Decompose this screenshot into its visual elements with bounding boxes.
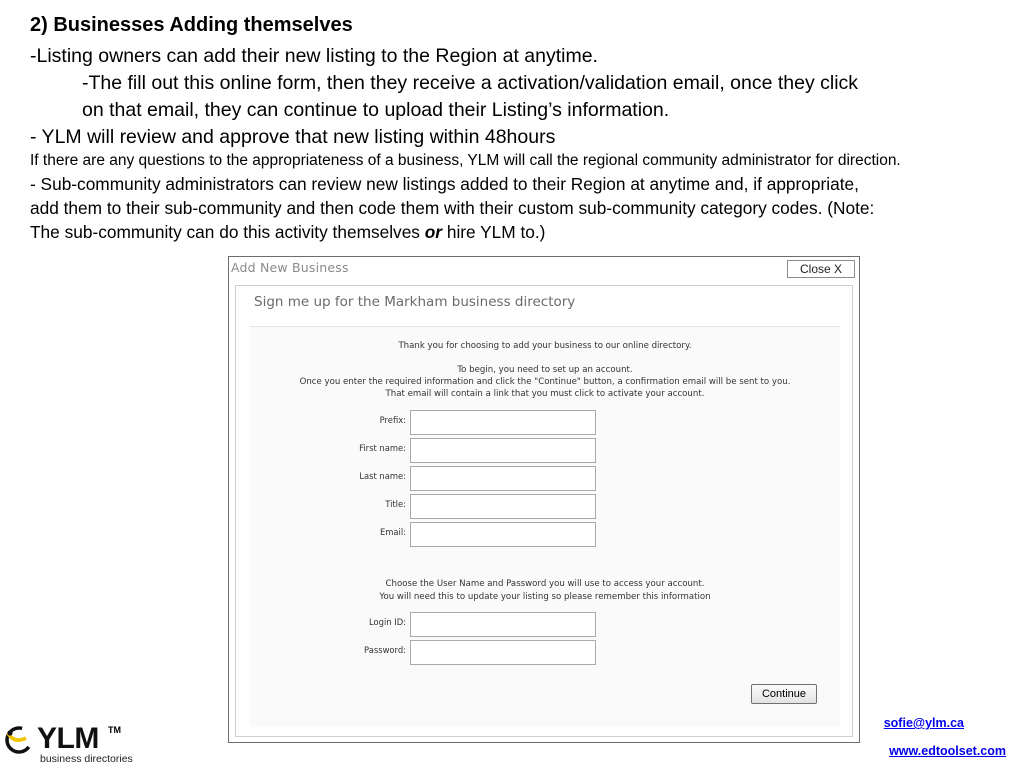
first-name-input[interactable] (410, 438, 596, 463)
form-heading: Sign me up for the Markham business directory (254, 294, 576, 310)
logo-tagline: business directories (40, 753, 133, 765)
email-link[interactable]: sofie@ylm.ca (883, 716, 964, 730)
continue-button[interactable]: Continue (751, 684, 817, 704)
note-questions: If there are any questions to the appropriateness of a business, YLM will call the regional community administrator for direction. (30, 152, 901, 169)
bullet-fill-form-cont: on that email, they can continue to upload their Listing’s information. (82, 99, 670, 121)
last-name-input[interactable] (410, 466, 596, 491)
title-label: Title: (385, 499, 406, 509)
close-button[interactable]: Close X (787, 260, 855, 278)
email-input[interactable] (410, 522, 596, 547)
logo-trademark: TM (108, 725, 121, 735)
account-instructions: Choose the User Name and Password you will use to access your account. (385, 579, 705, 589)
prefix-label: Prefix: (379, 415, 406, 425)
add-business-dialog (228, 256, 860, 743)
title-input[interactable] (410, 494, 596, 519)
bullet-sub-community: - Sub-community administrators can review new listings added to their Region at anytime and, if appropriate, (30, 174, 859, 194)
intro-activation: That email will contain a link that you must click to activate your account. (385, 389, 705, 399)
login-id-label: Login ID: (369, 617, 406, 627)
ylm-logo (4, 722, 154, 766)
password-label: Password: (364, 645, 406, 655)
slide-title: 2) Businesses Adding themselves (30, 14, 353, 36)
account-reminder: You will need this to update your listing so please remember this information (379, 592, 711, 602)
email-label: Email: (379, 527, 406, 537)
prefix-input[interactable] (410, 410, 596, 435)
note-text-post: hire YLM to.) (442, 222, 546, 242)
intro-begin: To begin, you need to set up an account. (457, 365, 633, 375)
signup-form (250, 326, 840, 727)
note-emphasis: or (424, 222, 443, 242)
intro-thanks: Thank you for choosing to add your business to our online directory. (398, 341, 692, 351)
first-name-label: First name: (359, 443, 406, 453)
password-input[interactable] (410, 640, 596, 665)
intro-confirmation: Once you enter the required information and click the "Continue" button, a confirmation email will be sent to you. (299, 377, 791, 387)
bullet-fill-form: -The fill out this online form, then they receive a activation/validation email, once they click (82, 72, 859, 94)
website-link[interactable]: www.edtoolset.com (889, 744, 1006, 758)
ylm-swirl-icon (4, 724, 36, 756)
last-name-label: Last name: (359, 471, 406, 481)
dialog-title: Add New Business (231, 260, 349, 275)
note-text-pre: The sub-community can do this activity themselves (30, 222, 425, 242)
logo-wordmark: YLM (37, 722, 99, 755)
bullet-ylm-review: - YLM will review and approve that new listing within 48hours (30, 126, 556, 148)
bullet-listing-owners: -Listing owners can add their new listing to the Region at anytime. (30, 45, 598, 67)
bullet-sub-community-cont: add them to their sub-community and then code them with their custom sub-community category codes. (Note: (30, 198, 875, 218)
bullet-sub-community-note (30, 222, 545, 243)
signup-panel (235, 285, 853, 737)
login-id-input[interactable] (410, 612, 596, 637)
